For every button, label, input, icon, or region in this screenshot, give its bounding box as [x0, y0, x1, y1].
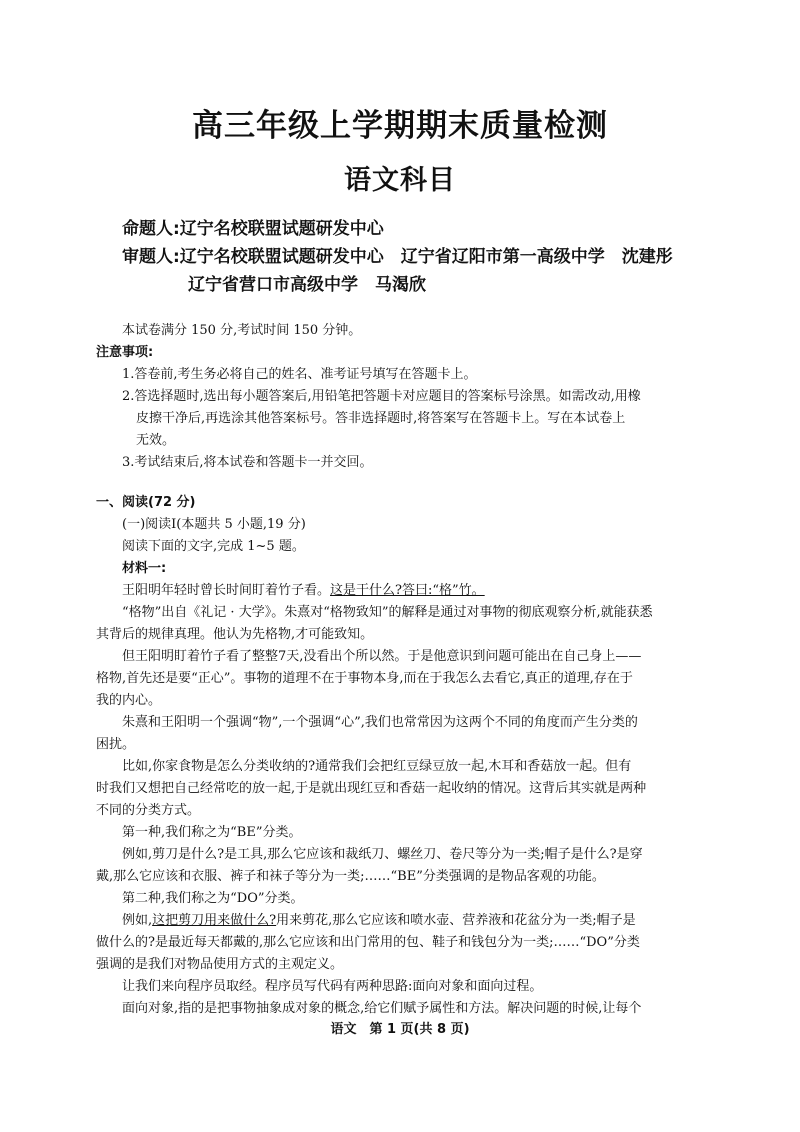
passage-line: 但王阳明盯着竹子看了整整7天,没看出个所以然。于是他意识到问题可能出在自己身上—— — [122, 649, 642, 664]
section-title: 一、阅读(72 分) — [96, 495, 196, 510]
passage-line: 朱熹和王阳明一个强调“物”,一个强调“心”,我们也常常因为这两个不同的角度而产生分类的 — [122, 715, 638, 730]
passage-line: “格物”出自《礼记 · 大学》。朱熹对“格物致知”的解释是通过对事物的彻底观察分析,就能获悉 — [122, 605, 653, 620]
exam-title: 高三年级上学期期末质量检测 — [192, 108, 608, 144]
passage-line: 第一种,我们称之为“BE”分类。 — [122, 825, 302, 840]
passage-text: 王阳明年轻时曾长时间盯着竹子看。 — [122, 583, 331, 598]
passage-line: 第二种,我们称之为“DO”分类。 — [122, 891, 304, 906]
passage-line: 让我们来向程序员取经。程序员写代码有两种思路:面向对象和面向过程。 — [122, 979, 543, 994]
note-item: 1.答卷前,考生务必将自己的姓名、准考证号填写在答题卡上。 — [122, 367, 477, 382]
passage-line: 格物,首先还是要“正心”。事物的道理不在于事物本身,而在于我怎么去看它,真正的道理,存在于 — [96, 671, 633, 686]
material-label: 材料一: — [122, 561, 167, 576]
setter-line: 命题人:辽宁名校联盟试题研发中心 — [122, 219, 384, 239]
passage-text: 用来剪花,那么它应该和喷水壶、营养液和花盆分为一类;帽子是 — [276, 913, 636, 928]
notes-heading: 注意事项: — [96, 345, 154, 360]
passage-line: 例如,剪刀是什么?是工具,那么它应该和裁纸刀、螺丝刀、卷尺等分为一类;帽子是什么?是穿 — [122, 847, 643, 862]
passage-line: 困扰。 — [96, 737, 136, 752]
passage-line: 我的内心。 — [96, 693, 162, 708]
exam-info: 本试卷满分 150 分,考试时间 150 分钟。 — [122, 323, 362, 338]
subsection-title: (一)阅读Ⅰ(本题共 5 小题,19 分) — [122, 517, 306, 532]
underlined-text: 这是干什么?答曰:“格”竹。 — [330, 583, 485, 598]
passage-line: 时我们又想把自己经常吃的放一起,于是就出现红豆和香菇一起收纳的情况。这背后其实就是两种 — [96, 781, 647, 796]
passage-line: 做什么的?是最近每天都戴的,那么它应该和出门常用的包、鞋子和钱包分为一类;……“DO”分类 — [96, 935, 640, 950]
reviewer-line-1: 审题人:辽宁名校联盟试题研发中心 辽宁省辽阳市第一高级中学 沈建彤 — [122, 247, 673, 267]
note-item: 皮擦干净后,再选涂其他答案标号。答非选择题时,将答案写在答题卡上。写在本试卷上 — [136, 411, 626, 426]
passage-line: 戴,那么它应该和衣服、裤子和袜子等分为一类;……“BE”分类强调的是物品客观的功能。 — [96, 869, 605, 884]
note-item: 无效。 — [136, 433, 176, 448]
passage-line — [122, 912, 636, 930]
note-item: 3.考试结束后,将本试卷和答题卡一并交回。 — [122, 455, 373, 470]
underlined-text: 这把剪刀用来做什么? — [152, 913, 277, 928]
passage-text: 例如, — [122, 913, 153, 928]
passage-line — [122, 582, 485, 600]
note-item: 2.答选择题时,选出每小题答案后,用铅笔把答题卡对应题目的答案标号涂黑。如需改动,用橡 — [122, 389, 641, 404]
passage-line: 强调的是我们对物品使用方式的主观定义。 — [96, 957, 344, 972]
passage-line: 面向对象,指的是把事物抽象成对象的概念,给它们赋予属性和方法。解决问题的时候,让每个 — [122, 1001, 642, 1016]
subject-title: 语文科目 — [344, 165, 456, 196]
passage-line: 其背后的规律真理。他认为先格物,才可能致知。 — [96, 627, 374, 642]
passage-line: 不同的分类方式。 — [96, 803, 201, 818]
page-footer: 语文 第 1 页(共 8 页) — [330, 1022, 470, 1037]
passage-line: 比如,你家食物是怎么分类收纳的?通常我们会把红豆绿豆放一起,木耳和香菇放一起。但有 — [122, 759, 632, 774]
reading-instruction: 阅读下面的文字,完成 1~5 题。 — [122, 539, 305, 554]
reviewer-line-2: 辽宁省营口市高级中学 马渴欣 — [188, 275, 426, 295]
